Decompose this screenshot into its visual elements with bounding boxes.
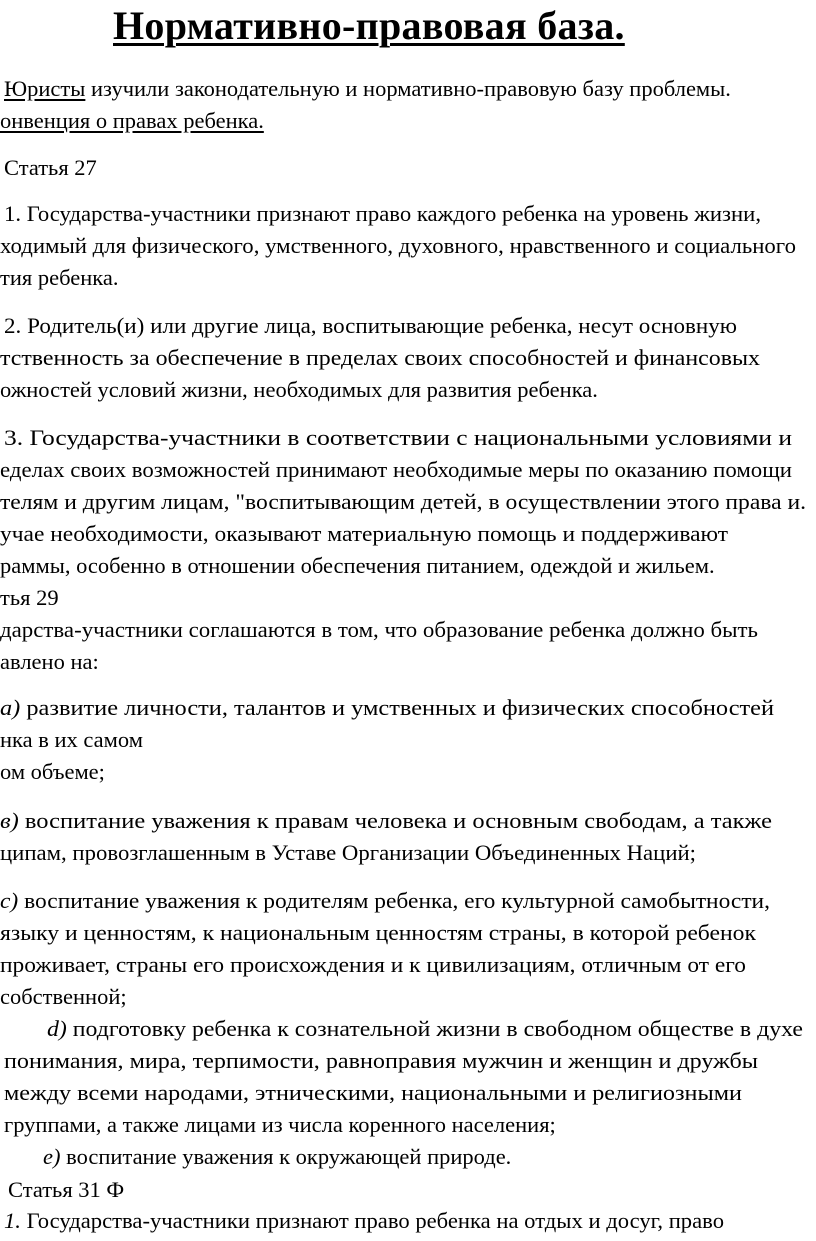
underlined-text: Юристы — [4, 76, 86, 101]
text-run: 2. Родитель(и) или другие лица, воспитывающие ребенка, несут основную — [4, 313, 737, 338]
underlined-text: онвенция о правах ребенка. — [0, 108, 264, 133]
text-line-content — [0, 231, 796, 261]
text-run: подготовку ребенка к сознательной жизни в свободном обществе в духе — [66, 1016, 803, 1041]
text-line — [0, 806, 773, 836]
text-line — [0, 886, 770, 916]
text-line — [4, 74, 731, 104]
text-run: ом объеме; — [0, 759, 105, 784]
text-run: Статья 27 — [4, 155, 97, 180]
text-line — [47, 1014, 803, 1044]
text-run: Статья 31 Ф — [8, 1177, 125, 1202]
text-line — [4, 1206, 725, 1236]
text-run: авлено на: — [0, 649, 99, 674]
text-line — [0, 757, 105, 787]
text-run: ожностей условий жизни, необходимых для развития ребенка. — [0, 377, 598, 402]
text-line-content — [4, 1046, 758, 1076]
text-line-content — [8, 1175, 124, 1205]
text-line — [4, 1110, 556, 1140]
text-line-content — [0, 487, 806, 517]
text-line — [4, 423, 792, 453]
text-run: тия ребенка. — [0, 265, 119, 290]
text-line — [4, 1078, 742, 1108]
text-line — [0, 551, 715, 581]
text-run: Государства-участники признают право ребенка на отдых и досуг, право — [20, 1208, 725, 1233]
text-line — [0, 982, 127, 1012]
text-line — [0, 918, 756, 948]
text-line-content — [0, 519, 728, 549]
text-line-content — [0, 343, 760, 373]
text-line — [0, 455, 793, 485]
text-line — [0, 343, 761, 373]
text-run: между всеми народами, этническими, национальными и религиозными — [4, 1080, 742, 1105]
text-line — [4, 311, 737, 341]
text-run: ходимый для физического, умственного, духовного, нравственного и социального — [0, 233, 796, 258]
text-line-content — [4, 1206, 724, 1236]
text-line — [0, 838, 697, 868]
text-line-content — [0, 106, 264, 136]
text-line — [0, 231, 796, 261]
text-run: развитие личности, талантов и умственных и физических способностей — [20, 695, 774, 720]
text-line — [0, 950, 747, 980]
list-marker: а) — [0, 695, 21, 720]
text-line — [0, 725, 143, 755]
text-run: учае необходимости, оказывают материальную помощь и поддерживают — [0, 521, 728, 546]
text-run: языку и ценностям, к национальным ценностям страны, в которой ребенок — [0, 920, 756, 945]
text-line-content — [0, 950, 746, 980]
text-line-content — [0, 757, 105, 787]
text-line-content — [0, 918, 756, 948]
text-line-content — [0, 647, 99, 677]
text-run: еделах своих возможностей принимают необходимые меры по оказанию помощи — [0, 457, 793, 482]
text-line — [0, 583, 59, 613]
text-run: 1. Государства-участники признают право каждого ребенка на уровень жизни, — [4, 201, 762, 226]
text-run: телям и другим лицам, "воспитывающим детей, в осуществлении этого права и. — [0, 489, 807, 514]
text-line-content — [0, 615, 758, 645]
text-line — [4, 1046, 758, 1076]
text-run: воспитание уважения к окружающей природе. — [60, 1144, 512, 1169]
text-line-content — [4, 1110, 556, 1140]
text-line-content — [43, 1142, 511, 1172]
text-line-content — [0, 725, 143, 755]
text-line-content — [0, 982, 127, 1012]
text-run: воспитание уважения к родителям ребенка, его культурной самобытности, — [18, 888, 770, 913]
text-line-content — [4, 199, 761, 229]
text-line — [0, 487, 807, 517]
text-line — [0, 519, 728, 549]
text-line-content — [0, 806, 772, 836]
text-line-content — [4, 74, 731, 104]
list-marker: в) — [0, 808, 19, 833]
text-line-content — [0, 551, 715, 581]
list-marker: с) — [0, 888, 19, 913]
list-marker: е) — [43, 1144, 61, 1169]
text-line-content — [4, 1078, 742, 1108]
text-run: собственной; — [0, 984, 127, 1009]
text-run: раммы, особенно в отношении обеспечения питанием, одеждой и жильем. — [0, 553, 715, 578]
text-run: дарства-участники соглашаются в том, что образование ребенка должно быть — [0, 617, 758, 642]
text-run: тственность за обеспечение в пределах своих способностей и финансовых — [0, 345, 761, 370]
text-line-content — [4, 311, 737, 341]
text-run: ципам, провозглашенным в Уставе Организации Объединенных Наций; — [0, 840, 697, 865]
text-line — [4, 199, 762, 229]
text-line-content — [4, 423, 792, 453]
text-run: тья 29 — [0, 585, 59, 610]
text-line — [0, 693, 774, 723]
text-line-content — [0, 838, 696, 868]
text-line — [4, 153, 97, 183]
page-title: Нормативно-правовая база. — [113, 3, 625, 48]
text-line — [0, 375, 598, 405]
text-line — [0, 647, 99, 677]
text-line — [43, 1142, 511, 1172]
text-line-content — [0, 263, 118, 293]
text-line-content — [0, 375, 598, 405]
text-line-content — [0, 583, 59, 613]
text-run: воспитание уважения к правам человека и основным свободам, а также — [18, 808, 773, 833]
text-line-content — [0, 455, 792, 485]
list-marker: 1. — [4, 1208, 21, 1233]
text-line-content — [47, 1014, 803, 1044]
list-marker: d) — [47, 1016, 67, 1041]
text-line — [8, 1175, 124, 1205]
text-run: понимания, мира, терпимости, равноправия мужчин и женщин и дружбы — [4, 1048, 758, 1073]
text-run: проживает, страны его происхождения и к цивилизациям, отличным от его — [0, 952, 747, 977]
text-line-content — [4, 153, 97, 183]
text-line — [0, 106, 264, 136]
text-line-content — [0, 886, 770, 916]
text-run: группами, а также лицами из числа коренного населения; — [4, 1112, 556, 1137]
text-run: 3. Государства-участники в соответствии с национальными условиями и — [4, 425, 792, 450]
text-line-content — [0, 693, 774, 723]
text-run: нка в их самом — [0, 727, 143, 752]
text-line — [0, 263, 118, 293]
text-line — [0, 615, 758, 645]
text-run: изучили законодательную и нормативно-правовую базу проблемы. — [85, 76, 731, 101]
